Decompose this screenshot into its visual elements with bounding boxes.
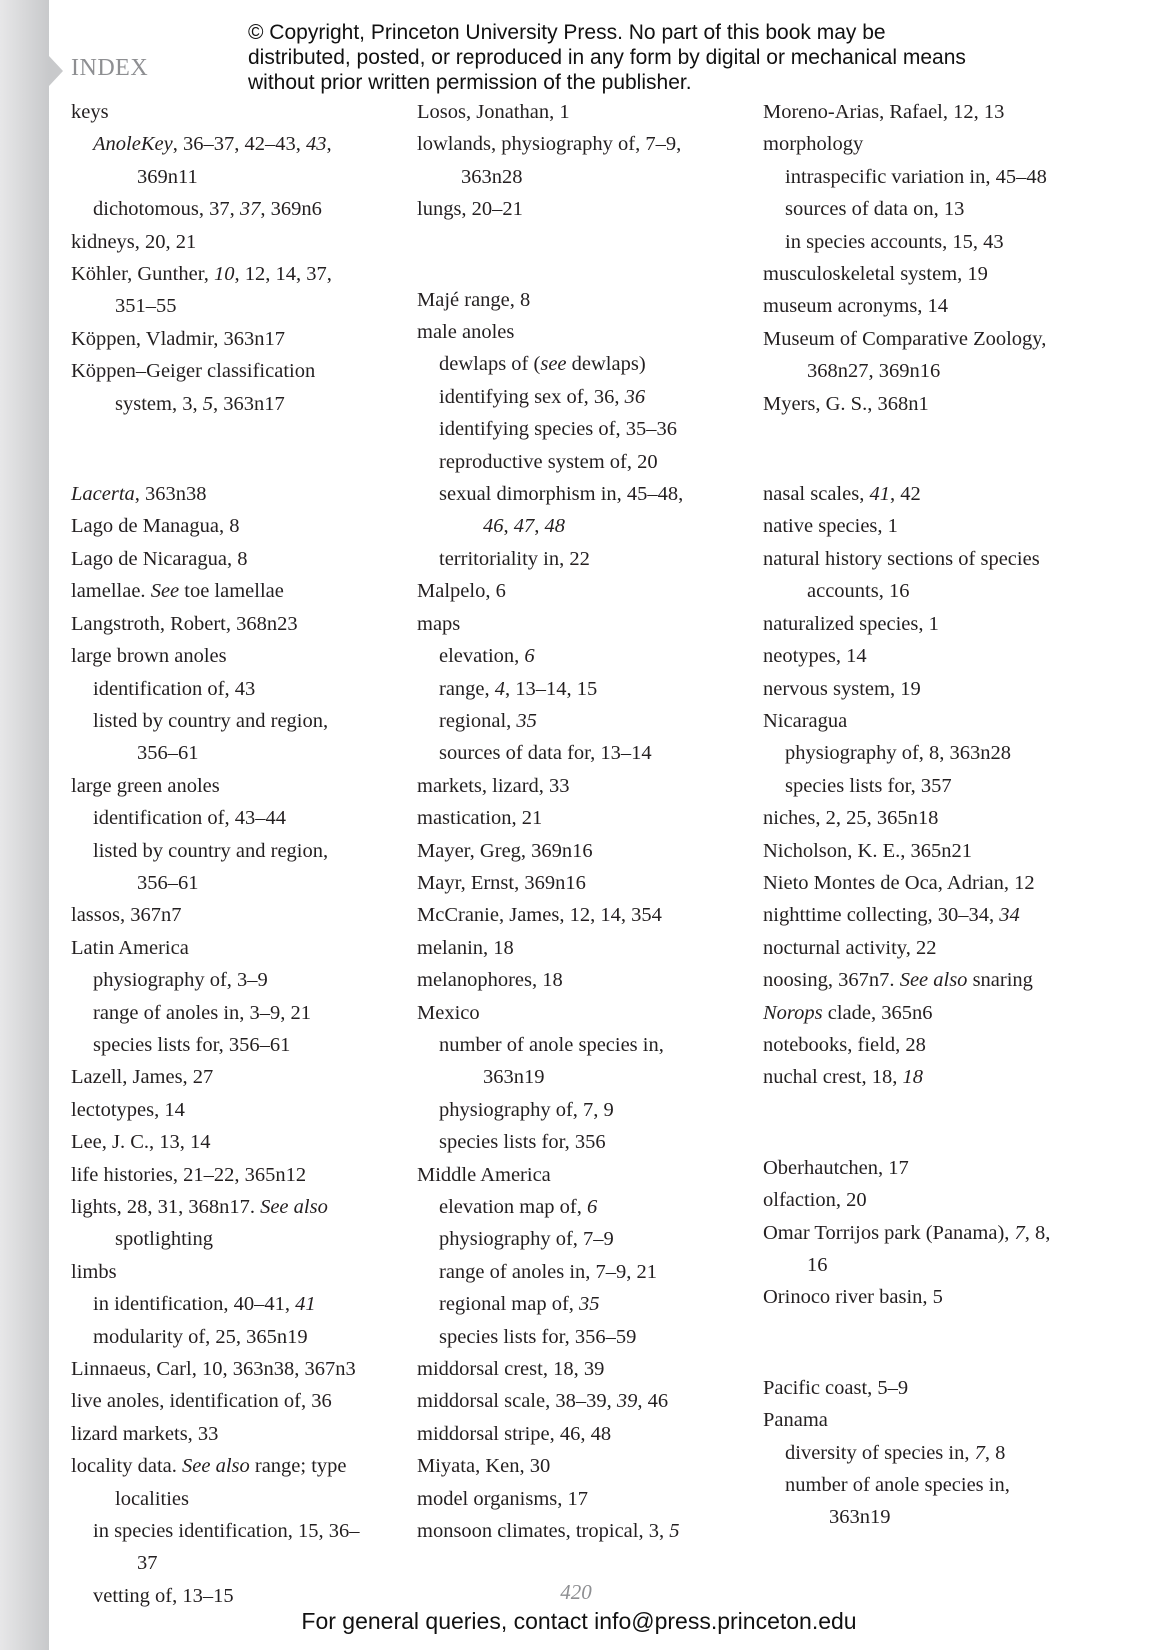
index-entry: middorsal crest, 18, 39 <box>417 1358 605 1381</box>
index-entry: Linnaeus, Carl, 10, 363n38, 367n3 <box>71 1358 356 1381</box>
index-subentry: in identification, 40–41, 41 <box>93 1293 316 1316</box>
index-subentry: range of anoles in, 7–9, 21 <box>439 1260 658 1283</box>
index-entry: musculoskeletal system, 19 <box>763 263 988 286</box>
index-column-1 <box>71 96 371 1612</box>
index-column-2 <box>417 96 707 1547</box>
index-subentry: sources of data for, 13–14 <box>439 742 652 765</box>
index-entry: noosing, 367n7. See also snaring <box>763 969 1033 992</box>
index-entry: Majé range, 8 <box>417 288 531 311</box>
index-subentry: species lists for, 356 <box>439 1131 606 1154</box>
index-entry: lizard markets, 33 <box>71 1422 219 1445</box>
index-entry: Latin America <box>71 936 189 959</box>
index-entry: Lee, J. C., 13, 14 <box>71 1131 211 1154</box>
index-entry: melanin, 18 <box>417 936 514 959</box>
index-column-3 <box>763 96 1063 1534</box>
index-entry: Moreno-Arias, Rafael, 12, 13 <box>763 101 1005 123</box>
letter-group-gap <box>763 1094 1063 1152</box>
index-entry: Malpelo, 6 <box>417 580 506 603</box>
index-subentry: physiography of, 7, 9 <box>439 1098 614 1121</box>
index-entry: lamellae. See toe lamellae <box>71 580 284 603</box>
index-entry: melanophores, 18 <box>417 969 563 992</box>
index-entry: Museum of Comparative Zoology, 368n27, 369n16 <box>763 327 1047 383</box>
index-subentry: sexual dimorphism in, 45–48, 46, 47, 48 <box>439 483 684 538</box>
index-entry: Losos, Jonathan, 1 <box>417 101 570 123</box>
index-subentry: in species identification, 15, 36–37 <box>93 1520 360 1575</box>
header-arrow-marker <box>49 56 63 86</box>
index-entry: olfaction, 20 <box>763 1189 867 1212</box>
index-entry: middorsal stripe, 46, 48 <box>417 1422 612 1445</box>
index-entry: lassos, 367n7 <box>71 904 182 927</box>
index-subentry: identification of, 43 <box>93 677 256 700</box>
index-subentry: territoriality in, 22 <box>439 547 590 570</box>
index-entry: mastication, 21 <box>417 807 543 830</box>
index-subentry: dichotomous, 37, 37, 369n6 <box>93 198 322 221</box>
index-entry: model organisms, 17 <box>417 1487 589 1510</box>
index-entry: keys <box>71 101 109 123</box>
index-subentry: intraspecific variation in, 45–48 <box>785 165 1047 188</box>
index-entry: locality data. See also range; type localities <box>71 1455 347 1510</box>
letter-group-gap <box>763 420 1063 478</box>
index-subentry: number of anole species in, 363n19 <box>785 1474 1010 1529</box>
index-entry: limbs <box>71 1260 117 1283</box>
index-subentry: regional map of, 35 <box>439 1293 600 1316</box>
index-subentry: listed by country and region, 356–61 <box>93 839 329 894</box>
index-entry: niches, 2, 25, 365n18 <box>763 807 939 830</box>
index-entry: Lago de Managua, 8 <box>71 515 240 538</box>
index-entry: middorsal scale, 38–39, 39, 46 <box>417 1390 669 1413</box>
index-entry: Lago de Nicaragua, 8 <box>71 547 248 570</box>
index-subentry: species lists for, 357 <box>785 774 952 797</box>
index-subentry: modularity of, 25, 365n19 <box>93 1325 308 1348</box>
index-entry: Miyata, Ken, 30 <box>417 1455 551 1478</box>
index-entry: Middle America <box>417 1163 551 1186</box>
index-entry: Lacerta, 363n38 <box>71 483 207 506</box>
index-entry: Orinoco river basin, 5 <box>763 1286 943 1309</box>
index-entry: life histories, 21–22, 365n12 <box>71 1163 307 1186</box>
index-entry: nervous system, 19 <box>763 677 921 700</box>
index-subentry: AnoleKey, 36–37, 42–43, 43, 369n11 <box>93 133 332 188</box>
index-entry: museum acronyms, 14 <box>763 295 949 318</box>
index-entry: markets, lizard, 33 <box>417 774 570 797</box>
index-entry: Köppen–Geiger classification system, 3, 5, 363n17 <box>71 360 316 415</box>
index-entry: large green anoles <box>71 774 220 797</box>
index-entry: Köhler, Gunther, 10, 12, 14, 37, 351–55 <box>71 263 332 318</box>
index-subentry: elevation, 6 <box>439 645 535 668</box>
index-subentry: physiography of, 8, 363n28 <box>785 742 1012 765</box>
index-entry: Mexico <box>417 1001 480 1024</box>
index-entry: neotypes, 14 <box>763 645 867 668</box>
index-entry: monsoon climates, tropical, 3, 5 <box>417 1520 680 1543</box>
index-subentry: sources of data on, 13 <box>785 198 965 221</box>
index-entry: Mayr, Ernst, 369n16 <box>417 871 586 894</box>
index-entry: lights, 28, 31, 368n17. See also spotlighting <box>71 1196 328 1251</box>
index-entry: Pacific coast, 5–9 <box>763 1376 909 1399</box>
index-subentry: species lists for, 356–61 <box>93 1033 291 1056</box>
letter-group-gap <box>417 226 707 284</box>
index-entry: male anoles <box>417 321 515 344</box>
index-subentry: vetting of, 13–15 <box>93 1584 234 1607</box>
index-subentry: elevation map of, 6 <box>439 1196 598 1218</box>
index-entry: maps <box>417 612 461 635</box>
letter-group-gap <box>763 1314 1063 1372</box>
index-entry: Panama <box>763 1409 828 1432</box>
index-entry: native species, 1 <box>763 515 898 538</box>
index-entry: lowlands, physiography of, 7–9, 363n28 <box>417 133 682 188</box>
page-number: 420 <box>560 1580 592 1604</box>
index-entry: Omar Torrijos park (Panama), 7, 8, 16 <box>763 1221 1051 1276</box>
index-entry: Norops clade, 365n6 <box>763 1001 933 1024</box>
index-entry: nocturnal activity, 22 <box>763 936 937 959</box>
index-subentry: physiography of, 7–9 <box>439 1228 614 1251</box>
copyright-notice: © Copyright, Princeton University Press. No part of this book may be distributed, posted, or reproduced in any form by digital or mechanical means without prior written permission of the publisher. <box>248 21 966 94</box>
index-entry: live anoles, identification of, 36 <box>71 1390 332 1413</box>
index-subentry: reproductive system of, 20 <box>439 450 658 473</box>
index-subentry: physiography of, 3–9 <box>93 969 268 992</box>
index-subentry: regional, 35 <box>439 709 537 732</box>
index-subentry: species lists for, 356–59 <box>439 1325 637 1348</box>
running-head: INDEX <box>71 55 149 81</box>
index-entry: Nicaragua <box>763 709 848 732</box>
index-entry: nuchal crest, 18, 18 <box>763 1066 923 1089</box>
index-subentry: listed by country and region, 356–61 <box>93 709 329 765</box>
index-entry: natural history sections of species accounts, 16 <box>763 547 1040 603</box>
index-subentry: identifying sex of, 36, 36 <box>439 385 646 408</box>
index-entry: Nicholson, K. E., 365n21 <box>763 839 972 862</box>
index-entry: Oberhautchen, 17 <box>763 1156 909 1179</box>
index-subentry: number of anole species in, 363n19 <box>439 1033 664 1089</box>
index-entry: lungs, 20–21 <box>417 198 523 221</box>
index-entry: kidneys, 20, 21 <box>71 230 197 253</box>
index-entry: Langstroth, Robert, 368n23 <box>71 612 298 635</box>
index-entry: notebooks, field, 28 <box>763 1033 926 1056</box>
index-entry: Myers, G. S., 368n1 <box>763 392 929 415</box>
index-subentry: identification of, 43–44 <box>93 807 286 830</box>
index-subentry: dewlaps of (see dewlaps) <box>439 353 646 376</box>
index-subentry: in species accounts, 15, 43 <box>785 230 1004 253</box>
index-subentry: range, 4, 13–14, 15 <box>439 677 598 700</box>
index-entry: morphology <box>763 133 864 156</box>
index-entry: naturalized species, 1 <box>763 612 939 635</box>
index-entry: Lazell, James, 27 <box>71 1066 214 1089</box>
index-subentry: range of anoles in, 3–9, 21 <box>93 1001 312 1024</box>
index-subentry: diversity of species in, 7, 8 <box>785 1441 1006 1464</box>
letter-group-gap <box>71 420 371 478</box>
index-entry: large brown anoles <box>71 645 227 668</box>
index-subentry: identifying species of, 35–36 <box>439 418 677 441</box>
index-entry: nasal scales, 41, 42 <box>763 483 921 506</box>
index-entry: nighttime collecting, 30–34, 34 <box>763 904 1020 927</box>
index-entry: lectotypes, 14 <box>71 1098 185 1121</box>
index-entry: Köppen, Vladmir, 363n17 <box>71 327 286 350</box>
footer-contact: For general queries, contact info@press.princeton.edu <box>301 1608 857 1634</box>
side-band <box>0 0 49 1650</box>
index-entry: Nieto Montes de Oca, Adrian, 12 <box>763 871 1035 894</box>
index-entry: McCranie, James, 12, 14, 354 <box>417 904 662 927</box>
index-entry: Mayer, Greg, 369n16 <box>417 839 593 862</box>
